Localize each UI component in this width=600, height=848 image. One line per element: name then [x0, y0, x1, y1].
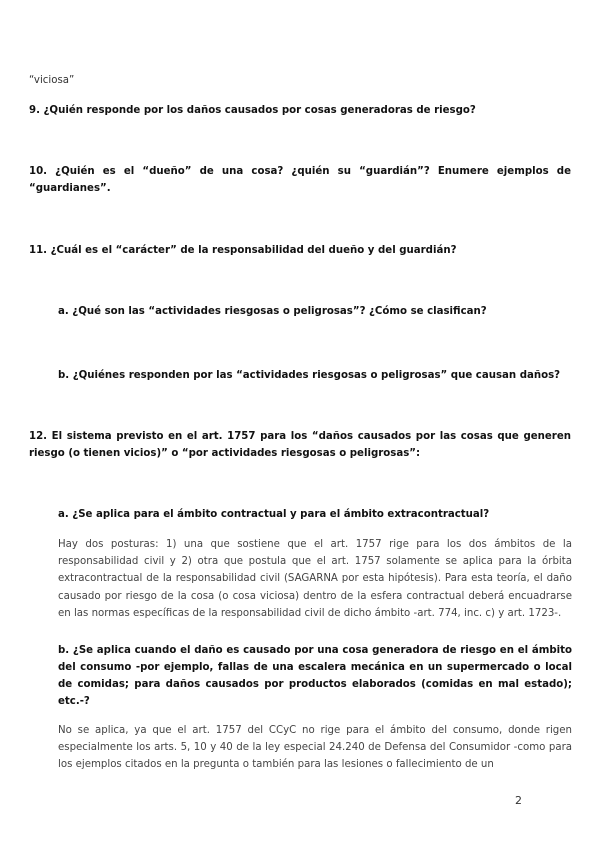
question-11a: a. ¿Qué son las “actividades riesgosas o peligrosas”? ¿Cómo se clasifican?: [58, 306, 487, 317]
question-12a: a. ¿Se aplica para el ámbito contractual y para el ámbito extracontractual?: [58, 509, 490, 520]
question-11b: b. ¿Quiénes responden por las “actividades riesgosas o peligrosas” que causan daños?: [58, 370, 561, 381]
question-12: 12. El sistema previsto en el art. 1757 para los “daños causados por las cosas que generen riesgo (o tienen vicios)” o “por actividades riesgosas o peligrosas”:: [29, 431, 571, 459]
answer-12a: Hay dos posturas: 1) una que sostiene que el art. 1757 rige para los dos ámbitos de la responsabilidad civil y 2) otra que postula que el art. 1757 solamente se aplica para la órbita extracontractual de la responsabilidad civil (SAGARNA por esta hipótesis). Para esta teoría, el daño causado por riesgo de la cosa (o cosa viciosa) dentro de la esfera contractual deberá encuadrarse en las normas específicas de la responsabilidad civil de dicho ámbito -art. 774, inc. c) y art. 1723-.: [58, 539, 572, 619]
question-12b: b. ¿Se aplica cuando el daño es causado por una cosa generadora de riesgo en el ámbito del consumo -por ejemplo, fallas de una escalera mecánica en un supermercado o local de comidas; para daños causados por productos elaborados (comidas en mal estado); etc.-?: [58, 645, 572, 707]
answer-12b: No se aplica, ya que el art. 1757 del CCyC no rige para el ámbito del consumo, donde rigen especialmente los arts. 5, 10 y 40 de la ley especial 24.240 de Defensa del Consumidor -como para los ejemplos citados en la pregunta o también para las lesiones o fallecimiento de un: [58, 725, 572, 771]
question-10: 10. ¿Quién es el “dueño” de una cosa? ¿quién su “guardián”? Enumere ejemplos de “guardianes”.: [29, 166, 571, 194]
page-number: 2: [515, 794, 522, 807]
fragment-top: “viciosa”: [29, 75, 75, 86]
question-9: 9. ¿Quién responde por los daños causados por cosas generadoras de riesgo?: [29, 105, 476, 116]
question-11: 11. ¿Cuál es el “carácter” de la responsabilidad del dueño y del guardián?: [29, 245, 457, 256]
